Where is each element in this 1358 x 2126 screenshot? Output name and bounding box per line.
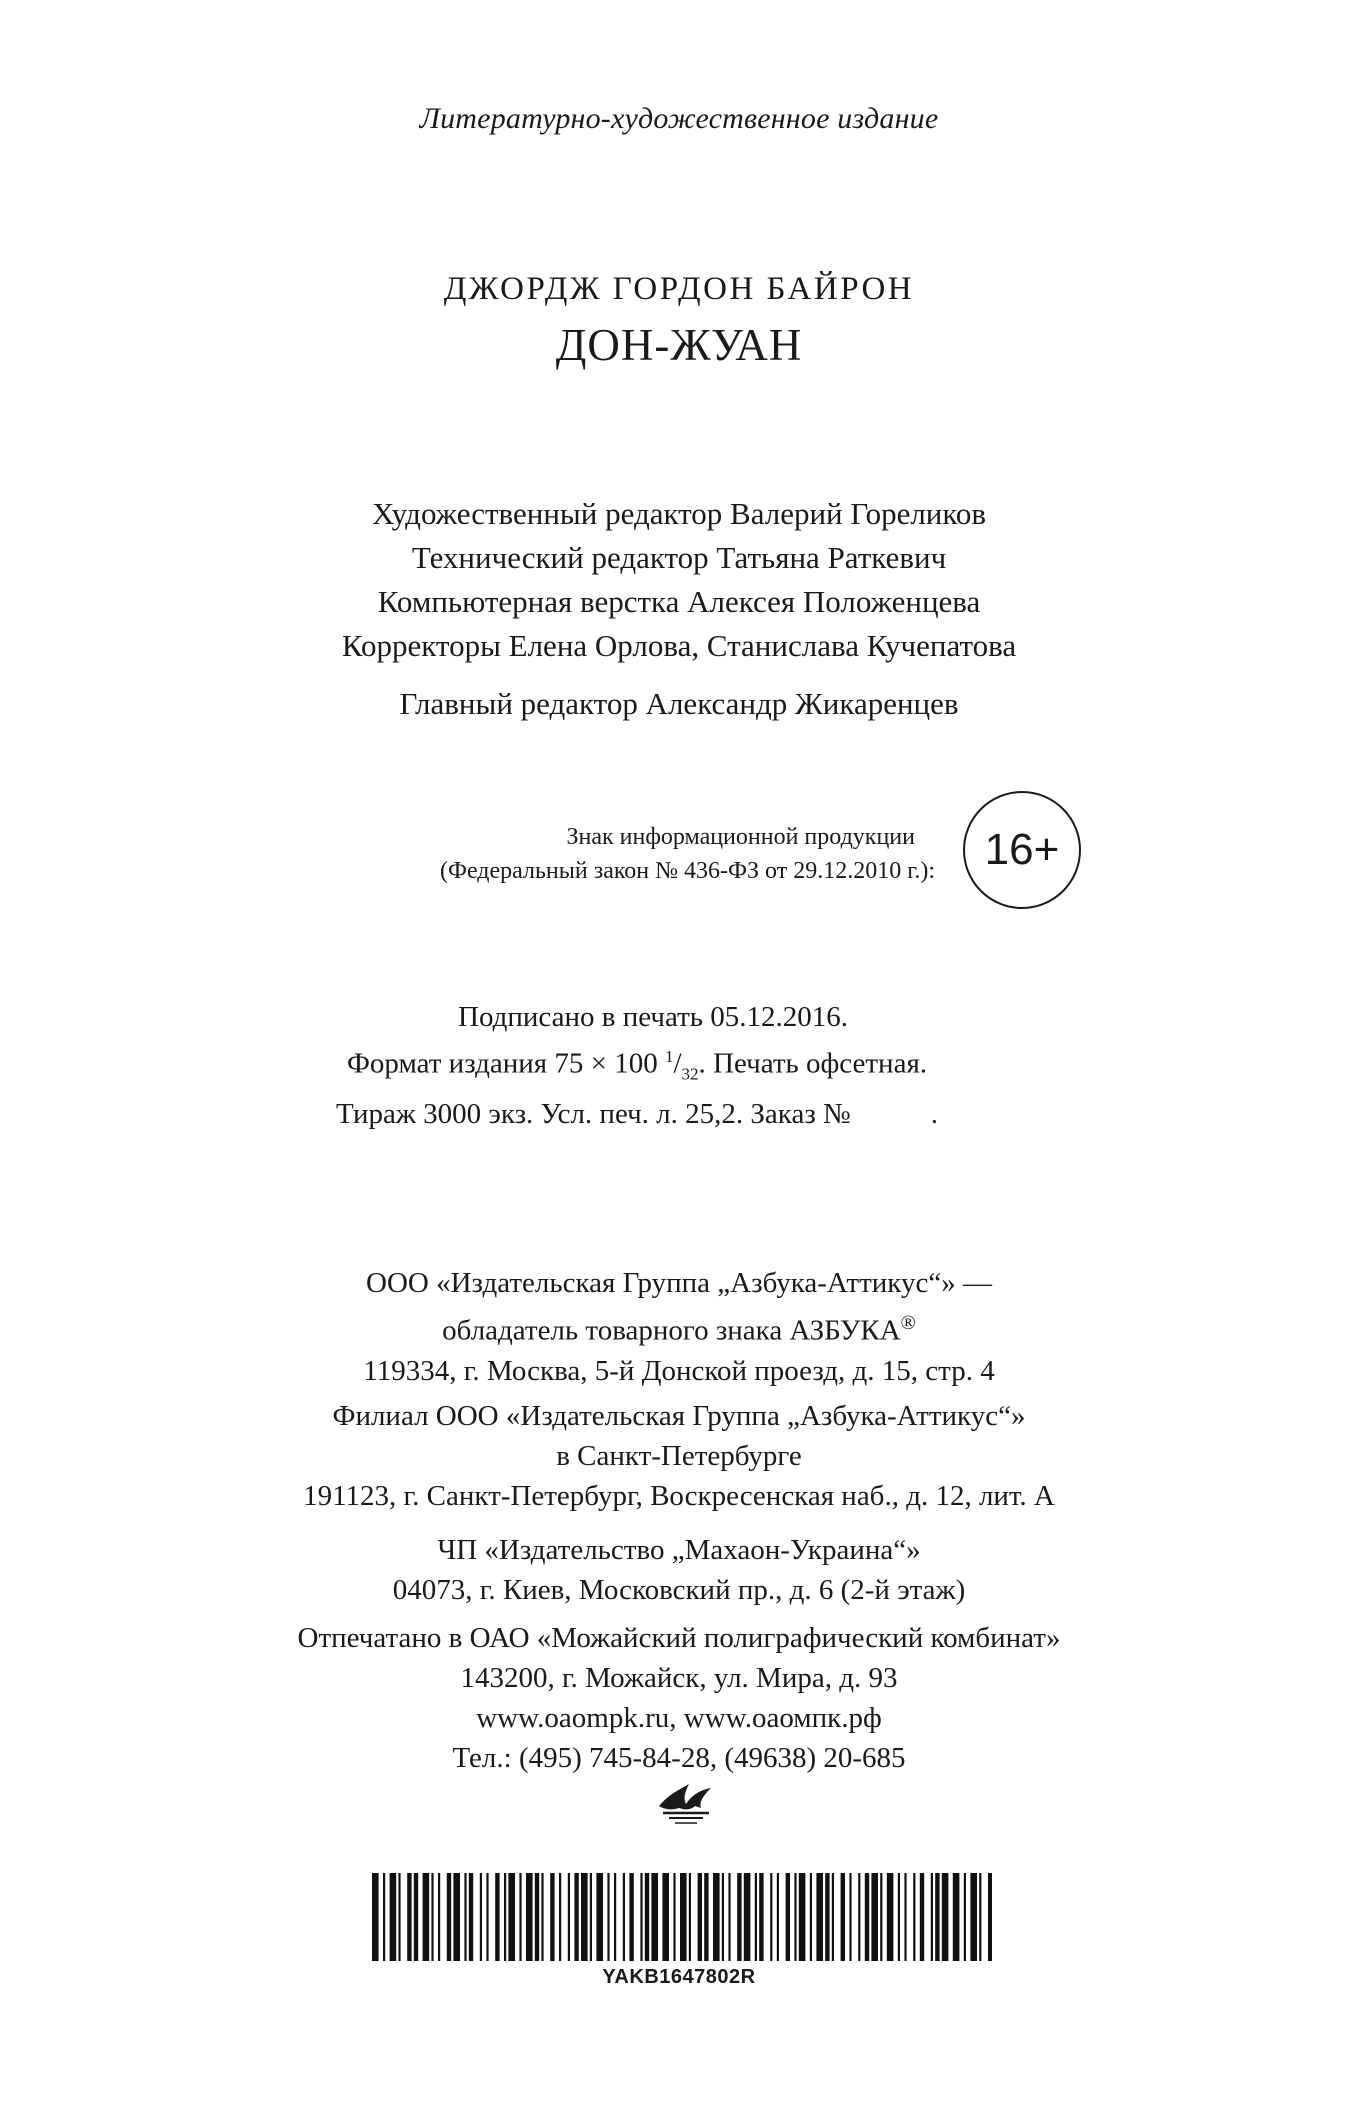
publisher-line: ООО «Издательская Группа „Азбука-Аттикус“» — xyxy=(366,1267,992,1299)
credit-line: Компьютерная верстка Алексея Положенцева xyxy=(377,584,981,619)
print-format: Формат издания 75 × 100 $^1/_{32}$. Печать офсетная. xyxy=(347,1047,928,1084)
publisher-address: 119334, г. Москва, 5-й Донской проезд, д. 15, стр. 4 xyxy=(363,1354,995,1387)
publisher-trademark-line: обладатель товарного знака АЗБУКА® xyxy=(442,1312,916,1347)
book-author: ДЖОРДЖ ГОРДОН БАЙРОН xyxy=(443,271,915,307)
branch-line: в Санкт-Петербурге xyxy=(556,1440,802,1472)
branch-address: 191123, г. Санкт-Петербург, Воскресенская наб., д. 12, лит. А xyxy=(303,1480,1055,1512)
print-info xyxy=(0,997,1358,1134)
barcode-icon xyxy=(372,1873,992,1961)
credits-block xyxy=(0,492,1358,668)
branch-line: Филиал ООО «Издательская Группа „Азбука-Аттикус“» xyxy=(332,1400,1026,1432)
info-sign-line2: (Федеральный закон № 436-ФЗ от 29.12.2010 г.): xyxy=(439,858,935,884)
edition-type: Литературно-художественное издание xyxy=(419,102,939,135)
info-sign-text xyxy=(280,820,935,888)
publisher-block xyxy=(0,1263,1358,1391)
printer-websites: www.oaompk.ru, www.оаомпк.рф xyxy=(476,1702,882,1734)
barcode-text: YAKB1647802R xyxy=(602,1966,756,1988)
printer-line: Отпечатано в ОАО «Можайский полиграфический комбинат» xyxy=(297,1622,1061,1654)
age-rating-badge: 16+ xyxy=(963,791,1081,909)
printer-phone: Тел.: (495) 745-84-28, (49638) 20-685 xyxy=(452,1742,906,1774)
print-run: Тираж 3000 экз. Усл. печ. л. 25,2. Заказ № . xyxy=(336,1098,938,1131)
credit-line: Технический редактор Татьяна Раткевич xyxy=(411,540,947,575)
info-sign-line1: Знак информационной продукции xyxy=(566,824,915,850)
print-signed: Подписано в печать 05.12.2016. xyxy=(458,1001,848,1033)
ukraine-block xyxy=(0,1530,1358,1610)
credit-line: Корректоры Елена Орлова, Станислава Кучепатова xyxy=(341,628,1017,663)
printer-block xyxy=(0,1618,1358,1778)
printer-address: 143200, г. Можайск, ул. Мира, д. 93 xyxy=(460,1662,898,1694)
credit-line: Художественный редактор Валерий Гореликов xyxy=(371,496,987,531)
registered-mark: ® xyxy=(900,1312,916,1334)
ukraine-address: 04073, г. Киев, Московский пр., д. 6 (2-й этаж) xyxy=(392,1574,966,1606)
chief-editor: Главный редактор Александр Жикаренцев xyxy=(399,686,959,721)
book-title: ДОН-ЖУАН xyxy=(555,320,803,370)
printer-logo-icon xyxy=(655,1776,717,1832)
ukraine-line: ЧП «Издательство „Махаон-Украина“» xyxy=(437,1534,921,1566)
branch-block xyxy=(0,1396,1358,1516)
